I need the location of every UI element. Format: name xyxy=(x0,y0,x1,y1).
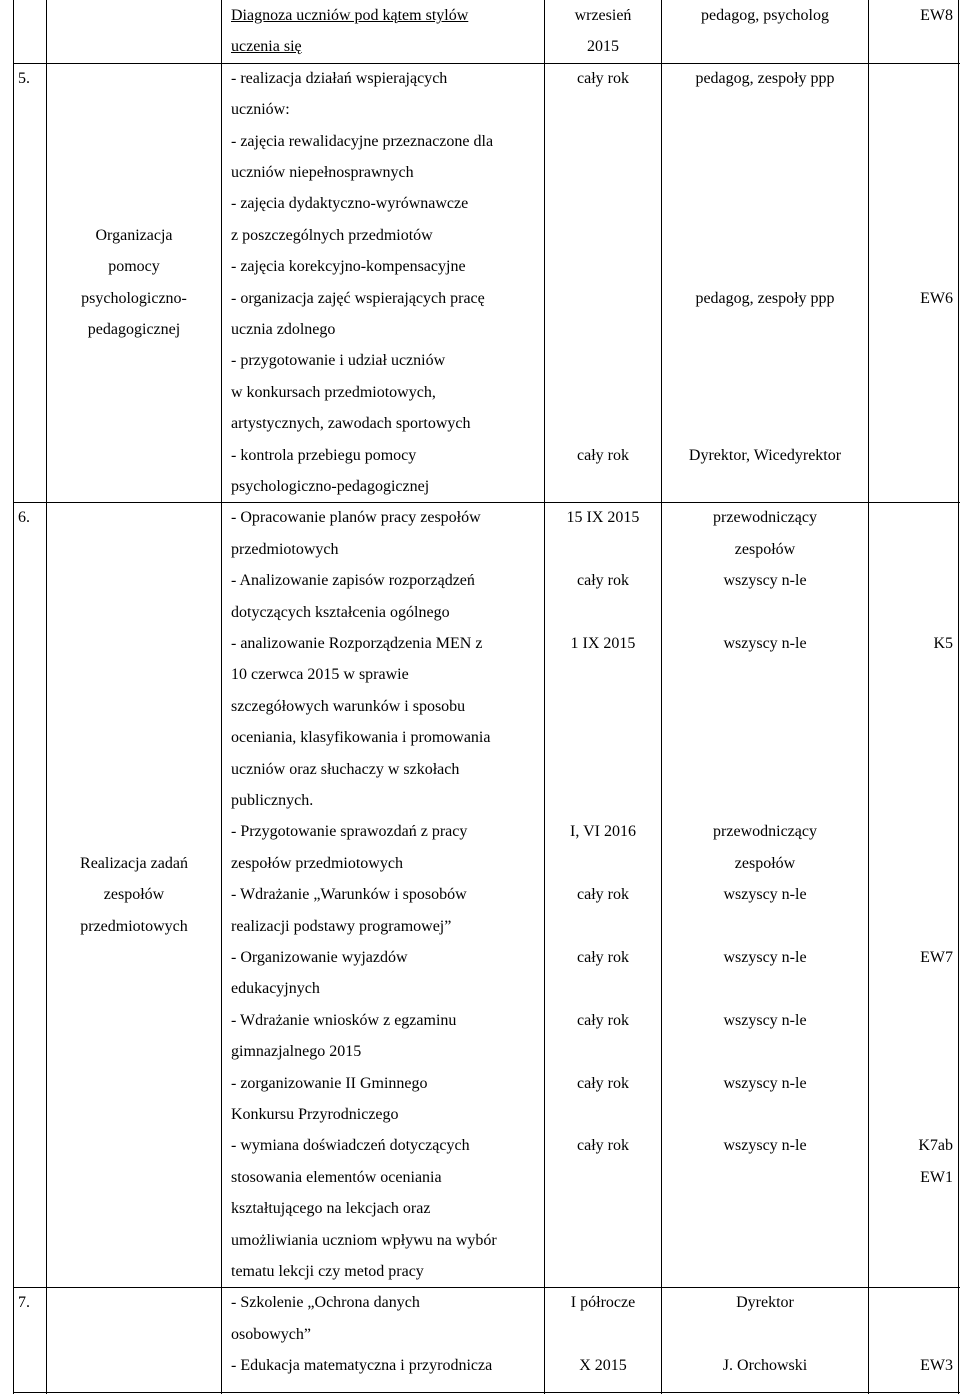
task-text-line: psychologiczno-pedagogicznej xyxy=(231,478,430,495)
task-date: cały rok xyxy=(577,886,629,903)
row-number: 5. xyxy=(18,70,30,87)
task-responsible: przewodniczący xyxy=(713,509,817,526)
task-text-line: - Edukacja matematyczna i przyrodnicza xyxy=(231,1357,493,1374)
task-responsible: pedagog, zespoły ppp xyxy=(695,70,835,87)
task-text-line: kształtującego na lekcjach oraz xyxy=(231,1200,431,1217)
task-responsible: zespołów xyxy=(734,541,796,558)
column-divider xyxy=(46,0,47,1394)
task-date: wrzesień xyxy=(574,7,632,24)
task-text-line: zespołów przedmiotowych xyxy=(231,855,403,872)
task-text-line: - zorganizowanie II Gminnego xyxy=(231,1075,428,1092)
task-text-line: - Wdrażanie „Warunków i sposobów xyxy=(231,886,467,903)
task-responsible: wszyscy n-le xyxy=(723,635,807,652)
task-text-line: oceniania, klasyfikowania i promowania xyxy=(231,729,491,746)
task-text-line: - zajęcia rewalidacyjne przeznaczone dla xyxy=(231,133,494,150)
task-responsible: wszyscy n-le xyxy=(723,1075,807,1092)
task-responsible: pedagog, psycholog xyxy=(701,7,829,24)
task-date: 2015 xyxy=(587,38,619,55)
task-responsible: Dyrektor, Wicedyrektor xyxy=(688,447,842,464)
task-reference-code: EW1 xyxy=(920,1169,953,1186)
table-border-bottom xyxy=(14,1392,960,1393)
task-text-line: - Opracowanie planów pracy zespołów xyxy=(231,509,481,526)
task-date: I, VI 2016 xyxy=(570,823,636,840)
task-reference-code: K5 xyxy=(933,635,953,652)
row-divider xyxy=(14,502,960,503)
task-date: cały rok xyxy=(577,1012,629,1029)
task-text-line: realizacji podstawy programowej” xyxy=(231,918,452,935)
row-divider xyxy=(14,1287,960,1288)
task-date: cały rok xyxy=(577,1137,629,1154)
task-text-line: - Szkolenie „Ochrona danych xyxy=(231,1294,420,1311)
task-text-line: stosowania elementów oceniania xyxy=(231,1169,442,1186)
task-text-line: edukacyjnych xyxy=(231,980,320,997)
column-divider xyxy=(544,0,545,1394)
task-date: cały rok xyxy=(577,572,629,589)
task-responsible: wszyscy n-le xyxy=(723,949,807,966)
task-text-line: umożliwiania uczniom wpływu na wybór xyxy=(231,1232,497,1249)
area-label-line: Organizacja xyxy=(95,227,173,244)
task-reference-code: EW6 xyxy=(920,290,953,307)
column-divider xyxy=(661,0,662,1394)
column-divider xyxy=(221,0,222,1394)
area-label-line: Realizacja zadań xyxy=(80,855,188,872)
task-responsible: przewodniczący xyxy=(713,823,817,840)
task-responsible: pedagog, zespoły ppp xyxy=(695,290,835,307)
table-border-right xyxy=(958,0,959,1394)
task-responsible: zespołów xyxy=(734,855,796,872)
task-text-line: w konkursach przedmiotowych, xyxy=(231,384,436,401)
row-divider xyxy=(14,63,960,64)
task-reference-code: EW8 xyxy=(920,7,953,24)
task-text-line: - organizacja zajęć wspierających pracę xyxy=(231,290,485,307)
row-number: 6. xyxy=(18,509,30,526)
task-date: 1 IX 2015 xyxy=(570,635,636,652)
task-text-line: uczniów oraz słuchaczy w szkołach xyxy=(231,761,460,778)
row-number: 7. xyxy=(18,1294,30,1311)
area-label-line: przedmiotowych xyxy=(80,918,188,935)
task-text-line: gimnazjalnego 2015 xyxy=(231,1043,362,1060)
task-responsible: wszyscy n-le xyxy=(723,1137,807,1154)
task-date: X 2015 xyxy=(579,1357,627,1374)
task-date: 15 IX 2015 xyxy=(566,509,640,526)
task-text-line: uczniów: xyxy=(231,101,290,118)
task-text-line: - Organizowanie wyjazdów xyxy=(231,949,408,966)
area-label-line: pedagogicznej xyxy=(87,321,181,338)
task-date: cały rok xyxy=(577,70,629,87)
task-text-line: artystycznych, zawodach sportowych xyxy=(231,415,471,432)
task-responsible: wszyscy n-le xyxy=(723,572,807,589)
task-text-line: - Przygotowanie sprawozdań z pracy xyxy=(231,823,468,840)
task-text-line: - kontrola przebiegu pomocy xyxy=(231,447,417,464)
task-responsible: Dyrektor xyxy=(736,1294,794,1311)
task-text-line: publicznych. xyxy=(231,792,314,809)
task-date: cały rok xyxy=(577,1075,629,1092)
task-text-line: - zajęcia korekcyjno-kompensacyjne xyxy=(231,258,466,275)
task-responsible: wszyscy n-le xyxy=(723,886,807,903)
table-border-left xyxy=(13,0,14,1394)
task-text-line: ucznia zdolnego xyxy=(231,321,336,338)
task-reference-code: EW7 xyxy=(920,949,953,966)
task-date: cały rok xyxy=(577,447,629,464)
task-text-line: szczegółowych warunków i sposobu xyxy=(231,698,466,715)
task-responsible: J. Orchowski xyxy=(722,1357,808,1374)
task-text-line: 10 czerwca 2015 w sprawie xyxy=(231,666,409,683)
area-label-line: pomocy xyxy=(108,258,160,275)
task-text-line: przedmiotowych xyxy=(231,541,339,558)
task-text-line: Diagnoza uczniów pod kątem stylów xyxy=(231,7,469,24)
task-text-line: z poszczególnych przedmiotów xyxy=(231,227,433,244)
task-text-line: - Analizowanie zapisów rozporządzeń xyxy=(231,572,475,589)
task-text-line: osobowych” xyxy=(231,1326,311,1343)
area-label-line: zespołów xyxy=(103,886,165,903)
task-text-line: - wymiana doświadczeń dotyczących xyxy=(231,1137,470,1154)
task-text-line: - zajęcia dydaktyczno-wyrównawcze xyxy=(231,195,469,212)
task-text-line: dotyczących kształcenia ogólnego xyxy=(231,604,450,621)
task-text-line: Konkursu Przyrodniczego xyxy=(231,1106,399,1123)
task-text-line: uczenia się xyxy=(231,38,302,55)
task-text-line: uczniów niepełnosprawnych xyxy=(231,164,414,181)
area-label-line: psychologiczno- xyxy=(81,290,187,307)
task-responsible: wszyscy n-le xyxy=(723,1012,807,1029)
task-text-line: - przygotowanie i udział uczniów xyxy=(231,352,446,369)
task-text-line: - realizacja działań wspierających xyxy=(231,70,448,87)
task-text-line: - analizowanie Rozporządzenia MEN z xyxy=(231,635,483,652)
task-date: cały rok xyxy=(577,949,629,966)
task-text-line: tematu lekcji czy metod pracy xyxy=(231,1263,424,1280)
task-reference-code: K7ab xyxy=(918,1137,953,1154)
task-text-line: - Wdrażanie wniosków z egzaminu xyxy=(231,1012,457,1029)
task-reference-code: EW3 xyxy=(920,1357,953,1374)
task-date: I półrocze xyxy=(570,1294,636,1311)
